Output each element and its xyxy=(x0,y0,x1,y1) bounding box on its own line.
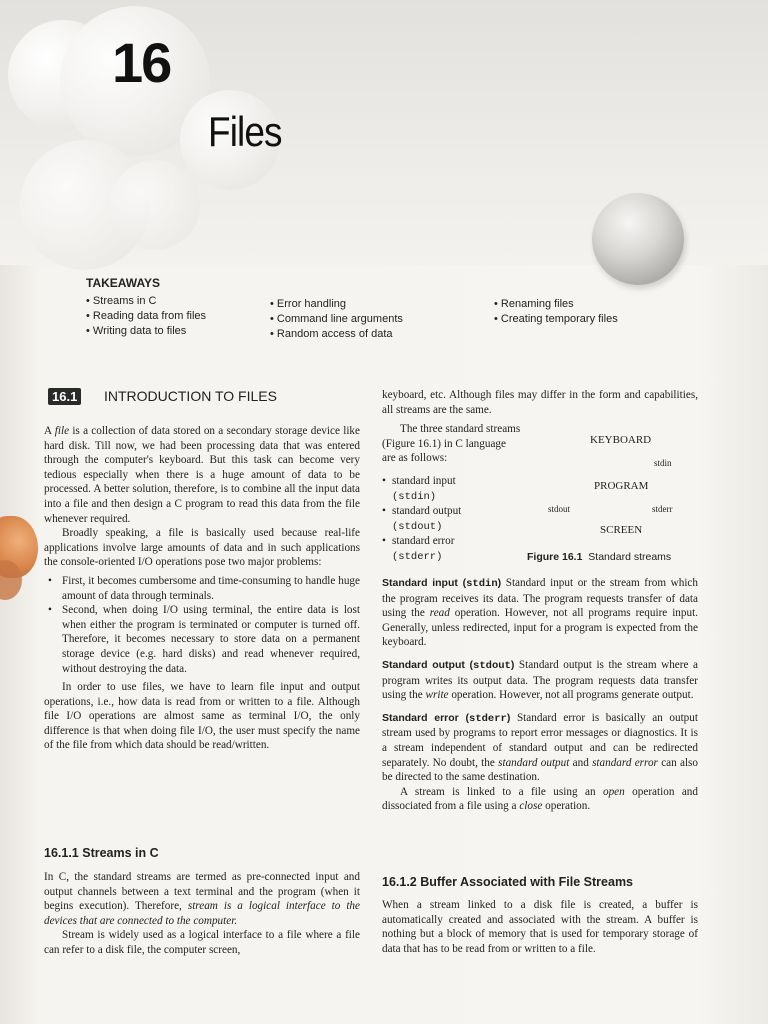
right-intro-text xyxy=(382,388,698,417)
decorative-sphere xyxy=(592,193,684,285)
stdin-definition: Standard input (stdin) Standard input or the stream from which the program receives its data. The program requests transfer of data using the read operation. However, not all programs require input. Generally, unless redirected, input for a program is expected from the keyboard. xyxy=(382,577,698,649)
takeaway-item: • Reading data from files xyxy=(86,309,206,324)
list-item: • standard error (stderr) xyxy=(382,535,455,563)
section-title: INTRODUCTION TO FILES xyxy=(104,388,277,404)
paragraph: Stream is widely used as a logical interface to a file where a file can refer to a disk file, the computer screen, xyxy=(44,929,360,956)
takeaways-column-3 xyxy=(494,297,618,327)
takeaway-item: • Random access of data xyxy=(270,327,403,342)
paragraph: The three standard streams (Figure 16.1) in C language are as follows: xyxy=(382,423,521,465)
buffer-text xyxy=(382,898,698,956)
list-item: • standard input (stdin) xyxy=(382,475,456,503)
stdout-definition: Standard output (stdout) Standard output is the stream where a program writes its output data. The program requests data transfer using the write operation. However, not all programs generate output. xyxy=(382,658,698,702)
takeaways-column-1 xyxy=(86,294,206,339)
figure-caption xyxy=(527,551,671,563)
list-item: • First, it becomes cumbersome and time-consuming to handle huge amount of data through terminals. xyxy=(62,574,360,603)
left-column xyxy=(44,424,360,753)
figure-keyboard-label: KEYBOARD xyxy=(590,434,652,446)
stream-definitions xyxy=(382,576,698,814)
takeaways-column-2 xyxy=(270,297,403,342)
standard-streams-list xyxy=(382,474,532,565)
figure-number: Figure 16.1 xyxy=(527,551,583,563)
figure-program-label: PROGRAM xyxy=(594,480,649,492)
paragraph: In order to use files, we have to learn file input and output operations, i.e., how data is read from or written to a file. Although file I/O operations are almost same as terminal I/O, the only difference is that when doing file I/O, the user must specify the name of the file from which data should be read/written. xyxy=(44,681,360,752)
decorative-bubble xyxy=(110,160,200,250)
paragraph: When a stream linked to a disk file is created, a buffer is automatically created and associated with the stream. A buffer is nothing but a block of memory that is used for temporary storage of data that has to be read from or written to a file. xyxy=(382,899,698,955)
subsection-heading: 16.1.2 Buffer Associated with File Streams xyxy=(382,875,634,889)
paragraph: keyboard, etc. Although files may differ in the form and capabilities, all streams are the same. xyxy=(382,389,698,416)
figure-caption-text: Standard streams xyxy=(588,551,672,563)
subsection-heading: 16.1.1 Streams in C xyxy=(44,846,159,860)
paragraph: In C, the standard streams are termed as pre-connected input and output channels between a text terminal and the program (when it begins execution). Therefore, stream is a logical interface to the devices that are connected to the computer. xyxy=(44,871,360,927)
paragraph: A file is a collection of data stored on a secondary storage device like hard disk. Till now, we had been processing data that was entered through the computer's keyboard. But this task can become very tedious especially when there is a huge amount of data to be processed. A better solution, therefore, is to combine all the input data into a file and then design a C program to read this data from the file whenever required. xyxy=(44,425,360,525)
takeaway-item: • Creating temporary files xyxy=(494,312,618,327)
problem-list xyxy=(44,574,360,676)
takeaways-heading: TAKEAWAYS xyxy=(86,276,161,290)
list-item: • Second, when doing I/O using terminal, the entire data is lost when either the program is terminated or computer is turned off. Therefore, it becomes necessary to store data on a permanent storage device (e.g. hard disks) and read whenever required, without destroying the data. xyxy=(62,603,360,676)
list-item: • standard output (stdout) xyxy=(382,505,462,533)
streams-text xyxy=(44,870,360,958)
figure-screen-label: SCREEN xyxy=(600,524,643,536)
paragraph: A stream is linked to a file using an open operation and dissociated from a file using a close operation. xyxy=(382,785,698,813)
takeaway-item: • Writing data to files xyxy=(86,324,206,339)
chapter-title: Files xyxy=(208,108,282,155)
paragraph: Broadly speaking, a file is basically used because real-life applications involve large amounts of data and in such applications the console-oriented I/O operations pose two major problems: xyxy=(44,527,360,569)
figure-stdin-label: stdin xyxy=(654,458,672,468)
stderr-definition: Standard error (stderr) Standard error is basically an output stream used by programs to report error messages or diagnostics. It is a stream independent of standard output and can be redirected separately. No doubt, the standard output and standard error can also be directed to the same destination. xyxy=(382,711,699,784)
takeaway-item: • Renaming files xyxy=(494,297,618,312)
section-number-badge: 16.1 xyxy=(48,388,81,405)
takeaway-item: • Command line arguments xyxy=(270,312,403,327)
takeaway-item: • Error handling xyxy=(270,297,403,312)
chapter-number: 16 xyxy=(112,31,171,94)
figure-stderr-label: stderr xyxy=(652,504,673,514)
figure-stdout-label: stdout xyxy=(548,504,571,514)
takeaway-item: • Streams in C xyxy=(86,294,206,309)
streams-intro xyxy=(382,422,522,466)
